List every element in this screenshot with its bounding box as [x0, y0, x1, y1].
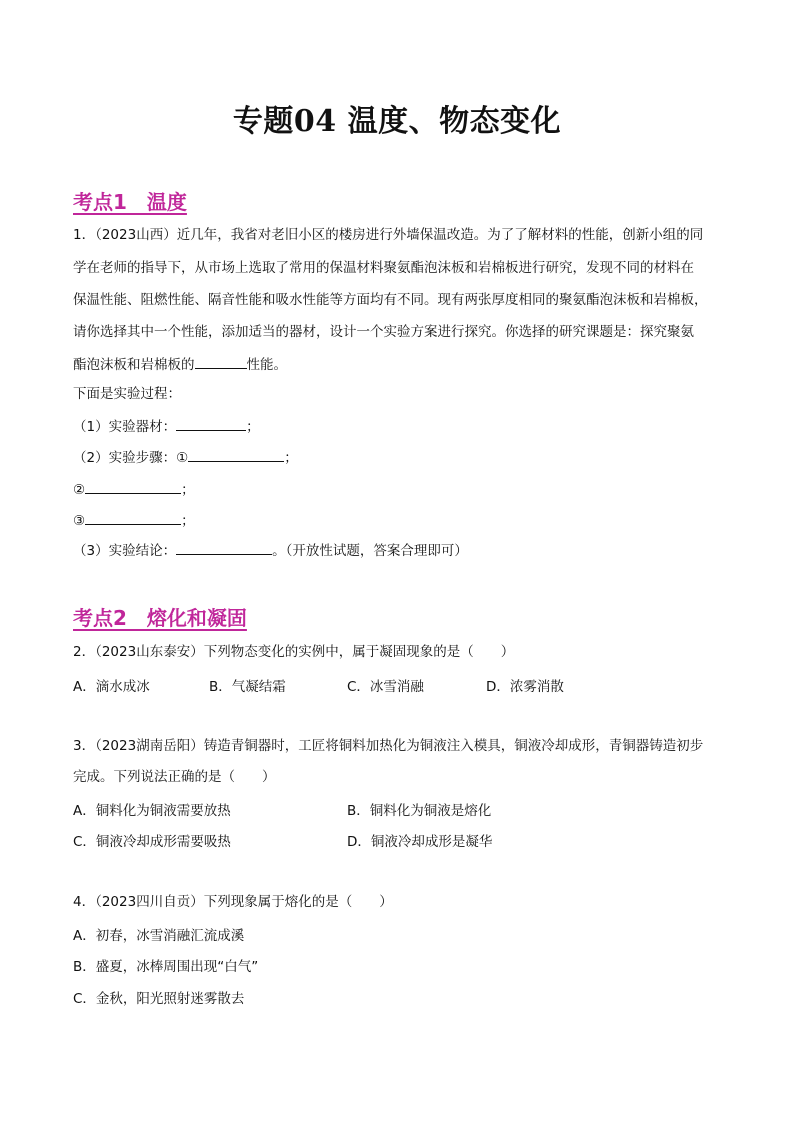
- option-b[interactable]: B．气凝结霜: [209, 679, 286, 695]
- steps-label: （2）实验步骤：①: [73, 450, 189, 466]
- answer-blank[interactable]: [176, 540, 272, 555]
- question-1-line: [73, 354, 287, 374]
- punctuation: ；: [181, 482, 195, 498]
- equipment-line: [73, 416, 260, 436]
- steps-line: [73, 447, 298, 467]
- answer-blank[interactable]: [85, 510, 181, 525]
- question-2-stem: 2．（2023山东泰安）下列物态变化的实例中，属于凝固现象的是（ ）: [73, 644, 515, 660]
- answer-blank[interactable]: [176, 416, 246, 431]
- step-marker: ③: [73, 513, 86, 529]
- option-c[interactable]: C．铜液冷却成形需要吸热: [73, 834, 231, 850]
- section-heading-temperature: 考点1 温度: [73, 190, 187, 214]
- question-3-stem: 完成。下列说法正确的是（ ）: [73, 769, 276, 785]
- question-1-line: 保温性能、阻燃性能、隔音性能和吸水性能等方面均有不同。现有两张厚度相同的聚氨酯泡沫板和岩棉板，: [73, 292, 708, 308]
- question-1-line: 请你选择其中一个性能，添加适当的器材，设计一个实验方案进行探究。你选择的研究课题是：探究聚氨: [73, 324, 694, 340]
- option-d[interactable]: D．浓雾消散: [486, 679, 564, 695]
- question-4-stem: 4．（2023四川自贡）下列现象属于熔化的是（ ）: [73, 894, 393, 910]
- option-a[interactable]: A．滴水成冰: [73, 679, 150, 695]
- conclusion-label: （3）实验结论：: [73, 543, 177, 559]
- process-label: 下面是实验过程：: [73, 386, 181, 402]
- punctuation: ；: [284, 450, 298, 466]
- conclusion-line: [73, 540, 468, 560]
- punctuation: ；: [246, 419, 260, 435]
- option-c[interactable]: C．冰雪消融: [347, 679, 424, 695]
- page-title: 专题04 温度、物态变化: [232, 104, 562, 139]
- option-c[interactable]: C．金秋，阳光照射迷雾散去: [73, 991, 245, 1007]
- equipment-label: （1）实验器材：: [73, 419, 177, 435]
- question-3-stem: 3．（2023湖南岳阳）铸造青铜器时，工匠将铜料加热化为铜液注入模具，铜液冷却成形，青铜器铸造初步: [73, 738, 704, 754]
- question-1-line-text: 酯泡沫板和岩棉板的: [73, 357, 195, 373]
- answer-blank[interactable]: [85, 479, 181, 494]
- question-1-line-text: 性能。: [246, 357, 287, 373]
- option-b[interactable]: B．盛夏，冰棒周围出现“白气”: [73, 959, 259, 975]
- option-a[interactable]: A．铜料化为铜液需要放热: [73, 803, 231, 819]
- section-heading-melting: 考点2 熔化和凝固: [73, 606, 247, 630]
- option-b[interactable]: B．铜料化为铜液是熔化: [347, 803, 492, 819]
- step-marker: ②: [73, 482, 86, 498]
- answer-blank[interactable]: [195, 354, 247, 369]
- answer-blank[interactable]: [188, 447, 284, 462]
- conclusion-note: 。（开放性试题，答案合理即可）: [272, 543, 468, 559]
- question-1-line: 1．（2023山西）近几年，我省对老旧小区的楼房进行外墙保温改造。为了了解材料的性能，创新小组的同: [73, 227, 704, 243]
- step-2-line: [73, 479, 195, 499]
- option-a[interactable]: A．初春，冰雪消融汇流成溪: [73, 928, 245, 944]
- option-d[interactable]: D．铜液冷却成形是凝华: [347, 834, 493, 850]
- question-1-line: 学在老师的指导下，从市场上选取了常用的保温材料聚氨酯泡沫板和岩棉板进行研究，发现不同的材料在: [73, 260, 694, 276]
- step-3-line: [73, 510, 195, 530]
- punctuation: ；: [181, 513, 195, 529]
